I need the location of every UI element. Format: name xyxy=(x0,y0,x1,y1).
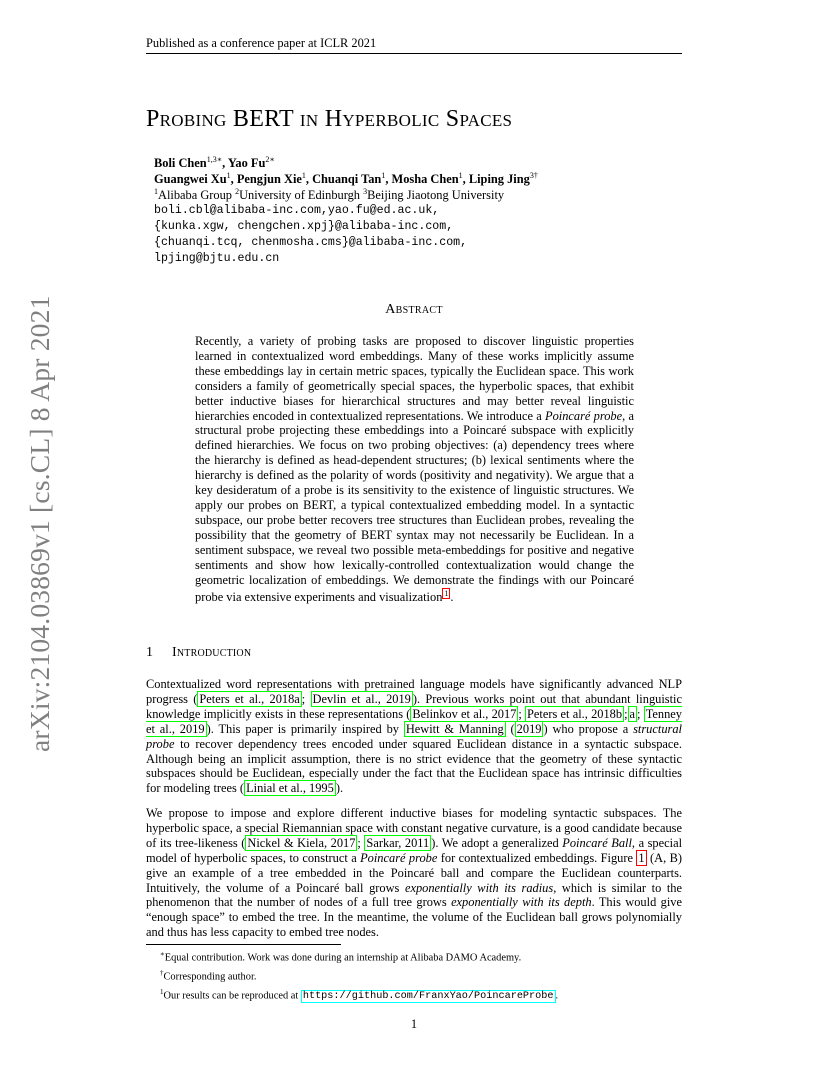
text-span: ; xyxy=(518,706,526,721)
citation-link[interactable]: Hewitt & Manning xyxy=(405,721,504,736)
abstract-span: Recently, a variety of probing tasks are proposed to discover linguistic properties learned in contextualized word embeddings. Many of these works implicitly assume these embeddings lay in certain metric spaces, typically the Euclidean space. This work considers a family of geometrically special spaces, the hyperbolic spaces, that exhibit better inductive biases for hierarchical structures and may better reveal linguistic hierarchies encoded in contextualized representations. We introduce a xyxy=(195,334,634,423)
affiliations xyxy=(154,187,682,203)
email-line: boli.cbl@alibaba-inc.com,yao.fu@ed.ac.uk, xyxy=(154,204,440,217)
footnote-1 xyxy=(160,947,682,966)
abstract-text xyxy=(195,334,634,605)
intro-paragraph-1 xyxy=(146,677,682,796)
text-span: ; xyxy=(301,691,311,706)
text-span: ). We adopt a generalized xyxy=(431,835,563,850)
intro-paragraph-2 xyxy=(146,806,682,940)
email-line: {chuanqi.tcq, chenmosha.cms}@alibaba-inc.com, xyxy=(154,236,468,249)
citation-link[interactable]: Devlin et al., 2019 xyxy=(312,691,411,706)
italic-span: structural probe xyxy=(146,721,682,751)
author-block xyxy=(154,155,682,267)
text-span: to recover dependency trees encoded under squared Euclidean distance in a syntactic subspace. Although being an implicit assumption, there is no strict evidence that the geometry of these syntactic subspaces should be Euclidean, especially under the fact that the Euclidean space has intrinsic difficulties for modeling trees ( xyxy=(146,736,682,796)
author-sup: 3† xyxy=(529,170,538,180)
footnote-text: Our results can be reproduced at xyxy=(163,990,301,1002)
citation-link[interactable]: Nickel & Kiela, 2017 xyxy=(247,835,356,850)
repo-url-link[interactable]: https://github.com/FranxYao/PoincareProbe xyxy=(302,991,554,1003)
header-rule xyxy=(146,53,682,54)
author-sup: 1 xyxy=(381,170,386,180)
text-span: ). This paper is primarily inspired by xyxy=(206,721,404,736)
footnote-text: Corresponding author. xyxy=(163,971,257,983)
abstract-heading: Abstract xyxy=(385,302,443,317)
affiliation: University of Edinburgh xyxy=(239,188,364,202)
footnote-3 xyxy=(160,985,682,1005)
text-span: . This would give “enough space” to embed the tree. In the meantime, the volume of the Euclidean ball grows polynomially and thus has less capacity to embed tree nodes. xyxy=(146,895,682,940)
text-span: , which is similar to the phenomenon that the number of nodes of a full tree grows xyxy=(146,880,682,910)
paper-title: Probing BERT in Hyperbolic Spaces xyxy=(146,106,513,132)
author-name: , Chuanqi Tan xyxy=(305,172,382,186)
citation-link[interactable]: Peters et al., 2018b xyxy=(527,706,623,721)
text-span: ; xyxy=(357,835,365,850)
author-line-1 xyxy=(154,155,682,171)
footnote-mark: ∗ xyxy=(160,950,165,958)
footnote-mark: † xyxy=(160,968,164,977)
section-heading xyxy=(146,645,251,661)
footnote-text: Equal contribution. Work was done during an internship at Alibaba DAMO Academy. xyxy=(164,952,522,964)
abstract-span: , a structural probe projecting these embeddings into a Poincaré subspace with explicitly defined hierarchies. We focus on two probing objectives: (a) dependency trees where the hierarchy is defined as head-dependent structures; (b) lexical sentiments where the hierarchy is defined as the polarity of words (positivity and negativity). We argue that a key desideratum of a probe is its sensitivity to the existence of linguistic structures. We apply our probes on BERT, a typical contextualized embedding model. In a syntactic subspace, our probe better recovers tree structures than Euclidean probes, revealing the possibility that the geometry of BERT syntax may not necessarily be Euclidean. In a sentiment subspace, we reveal two possible meta-embeddings for positive and negative sentiments and show how lexically-controlled contextualization would change the geometric localization of embeddings. We demonstrate the findings with our Poincaré probe via extensive experiments and visualization xyxy=(195,408,635,605)
italic-span: Poincaré probe xyxy=(360,850,438,865)
aff-sup: 2 xyxy=(235,186,240,196)
arxiv-stamp: arXiv:2104.03869v1 [cs.CL] 8 Apr 2021 xyxy=(24,295,55,752)
author-sup: 1,3∗ xyxy=(206,154,223,164)
text-span: ; xyxy=(624,706,628,721)
text-span: , a special model of hyperbolic spaces, to construct a xyxy=(146,835,683,865)
author-sup: 1 xyxy=(458,170,463,180)
affiliation: Alibaba Group xyxy=(158,188,236,202)
text-span: ) who propose a xyxy=(543,721,634,736)
italic-span: exponentially with its depth xyxy=(451,895,592,910)
author-name: , Mosha Chen xyxy=(385,172,459,186)
text-span: for contextualized embeddings. Figure xyxy=(437,850,637,865)
author-name: Boli Chen xyxy=(154,156,207,170)
author-name: , Yao Fu xyxy=(222,156,266,170)
citation-link[interactable]: 2019 xyxy=(516,721,542,736)
email-line: {kunka.xgw, chengchen.xpj}@alibaba-inc.com, xyxy=(154,220,454,233)
author-name: Guangwei Xu xyxy=(154,172,227,186)
aff-sup: 1 xyxy=(154,186,158,196)
text-span: ). Previous works point out that abundant linguistic knowledge implicitly exists in these representations ( xyxy=(146,691,682,721)
citation-link[interactable]: a xyxy=(629,706,636,721)
text-span: We propose to impose and explore different inductive biases for modeling syntactic subspaces. The hyperbolic space, a special Riemannian space with constant negative curvature, is a good candidate because of its tree-likeness ( xyxy=(146,806,682,850)
author-name: , Liping Jing xyxy=(462,172,530,186)
footnote-mark: 1 xyxy=(160,987,164,996)
email-line: lpjing@bjtu.edu.cn xyxy=(154,252,280,265)
author-name: , Pengjun Xie xyxy=(230,172,302,186)
italic-span: exponentially with its radius xyxy=(404,880,554,895)
figure-link[interactable]: 1 xyxy=(638,850,645,865)
footnote-text: . xyxy=(555,990,559,1002)
italic-span: Poincaré Ball xyxy=(562,835,632,850)
footnote-rule xyxy=(146,944,341,945)
author-sup: 1 xyxy=(226,170,231,180)
footnotes xyxy=(160,947,682,1005)
text-span: ; xyxy=(637,706,644,721)
citation-link[interactable]: Peters et al., 2018a xyxy=(199,691,300,706)
running-header: Published as a conference paper at ICLR 2021 xyxy=(146,36,377,50)
abstract-span: . xyxy=(450,590,454,605)
text-span: ). xyxy=(335,781,344,796)
abstract-italic: Poincaré probe xyxy=(545,408,623,423)
section-number: 1 xyxy=(146,645,154,660)
citation-link[interactable]: Belinkov et al., 2017 xyxy=(412,706,517,721)
text-span: (A, B) give an example of a tree embedded in the Poincaré ball and compare the Euclidean counterparts. Intuitively, the volume of a Poincaré ball grows xyxy=(146,850,682,895)
affiliation: Beijing Jiaotong University xyxy=(367,188,505,202)
citation-link[interactable]: Sarkar, 2011 xyxy=(366,835,430,850)
aff-sup: 3 xyxy=(363,186,368,196)
footnote-link[interactable]: 1 xyxy=(444,589,449,599)
citation-link[interactable]: Linial et al., 1995 xyxy=(246,781,334,796)
text-span: ( xyxy=(505,721,515,736)
author-sup: 1 xyxy=(301,170,306,180)
author-sup: 2∗ xyxy=(265,154,275,164)
page-number: 1 xyxy=(410,1017,418,1031)
section-title: Introduction xyxy=(172,645,252,660)
citation-link[interactable]: Tenney et al., 2019 xyxy=(146,706,682,736)
text-span: Contextualized word representations with pretrained language models have significantly advanced NLP progress ( xyxy=(146,677,682,706)
author-line-2 xyxy=(154,171,682,187)
footnote-2 xyxy=(160,966,682,985)
